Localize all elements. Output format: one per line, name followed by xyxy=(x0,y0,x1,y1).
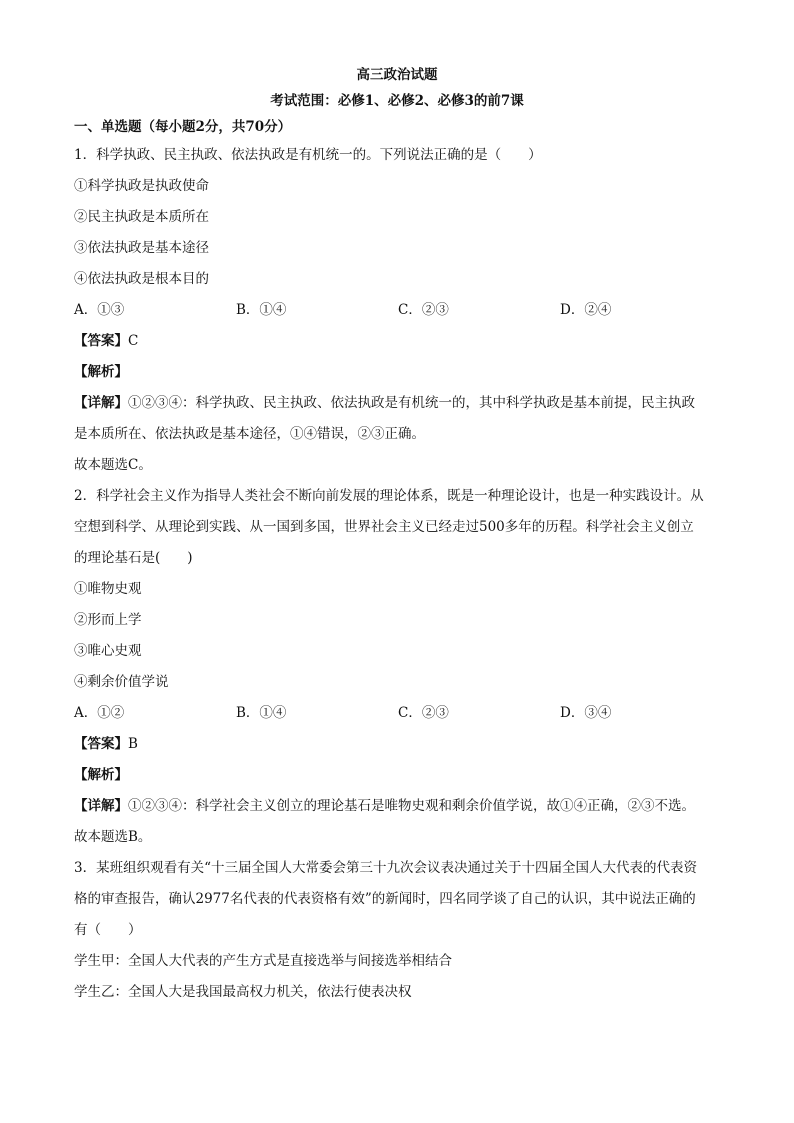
q2-option-d: D．③④ xyxy=(560,705,612,721)
q2-analysis xyxy=(74,760,724,791)
q1-option-a: A．①③ xyxy=(74,302,125,318)
q2-item: ④剩余价值学说 xyxy=(74,674,169,690)
q3-stem-cont: 有（ ） xyxy=(74,922,142,938)
q1-item: ①科学执政是执政使命 xyxy=(74,178,209,194)
answer-value: B xyxy=(128,736,138,752)
q1-item: ②民主执政是本质所在 xyxy=(74,209,209,225)
q1-answer xyxy=(74,326,724,357)
q3-stem-cont: 格的审查报告，确认2977名代表的代表资格有效”的新闻时，四名同学谈了自己的认识，其中说法正确的 xyxy=(74,891,696,907)
q1-option-b: B．①④ xyxy=(236,302,287,318)
q1-option-c: C．②③ xyxy=(398,302,449,318)
q2-stem: 2．科学社会主义作为指导人类社会不断向前发展的理论体系，既是一种理论设计，也是一种实践设计。从 xyxy=(74,488,704,504)
q1-analysis xyxy=(74,357,724,388)
answer-tag: 【答案】 xyxy=(74,333,128,349)
q1-detail xyxy=(74,388,724,419)
q2-answer xyxy=(74,729,724,760)
detail-tag: 【详解】 xyxy=(74,798,128,814)
exam-scope: 考试范围：必修1、必修2、必修3的前7课 xyxy=(270,93,524,109)
q2-conclusion: 故本题选B。 xyxy=(74,829,152,845)
questions xyxy=(74,140,724,1008)
q2-options xyxy=(74,698,724,729)
q1-stem: 1．科学执政、民主执政、依法执政是有机统一的。下列说法正确的是（ ） xyxy=(74,147,542,163)
detail-text: ①②③④：科学社会主义创立的理论基石是唯物史观和剩余价值学说，故①④正确，②③不选。 xyxy=(128,798,695,814)
analysis-tag: 【解析】 xyxy=(74,364,128,380)
answer-tag: 【答案】 xyxy=(74,736,128,752)
detail-tag: 【详解】 xyxy=(74,395,128,411)
analysis-tag: 【解析】 xyxy=(74,767,128,783)
q2-stem-cont: 空想到科学、从理论到实践、从一国到多国，世界社会主义已经走过500多年的历程。科学社会主义创立 xyxy=(74,519,694,535)
answer-value: C xyxy=(128,333,139,349)
detail-text: ①②③④：科学执政、民主执政、依法执政是有机统一的，其中科学执政是基本前提，民主执政 xyxy=(128,395,695,411)
q2-item: ③唯心史观 xyxy=(74,643,142,659)
q2-stem-cont: 的理论基石是( ) xyxy=(74,550,193,566)
q3-stem: 3．某班组织观看有关“十三届全国人大常委会第三十九次会议表决通过关于十四届全国人大代表的代表资 xyxy=(74,860,697,876)
q1-conclusion: 故本题选C。 xyxy=(74,457,152,473)
q1-detail-cont: 是本质所在、依法执政是基本途径，①④错误，②③正确。 xyxy=(74,426,425,442)
q2-item: ①唯物史观 xyxy=(74,581,142,597)
q2-option-a: A．①② xyxy=(74,705,125,721)
q1-option-d: D．②④ xyxy=(560,302,612,318)
q1-item: ③依法执政是基本途径 xyxy=(74,240,209,256)
q2-option-b: B．①④ xyxy=(236,705,287,721)
exam-title: 高三政治试题 xyxy=(356,67,438,83)
section-heading: 一、单选题（每小题2分，共70分） xyxy=(74,119,292,135)
q3-student-a: 学生甲：全国人大代表的产生方式是直接选举与间接选举相结合 xyxy=(74,953,452,969)
q3-student-b: 学生乙：全国人大是我国最高权力机关，依法行使表决权 xyxy=(74,984,412,1000)
q2-item: ②形而上学 xyxy=(74,612,142,628)
q2-option-c: C．②③ xyxy=(398,705,449,721)
q1-item: ④依法执政是根本目的 xyxy=(74,271,209,287)
q2-detail xyxy=(74,791,724,822)
q1-options xyxy=(74,295,724,326)
